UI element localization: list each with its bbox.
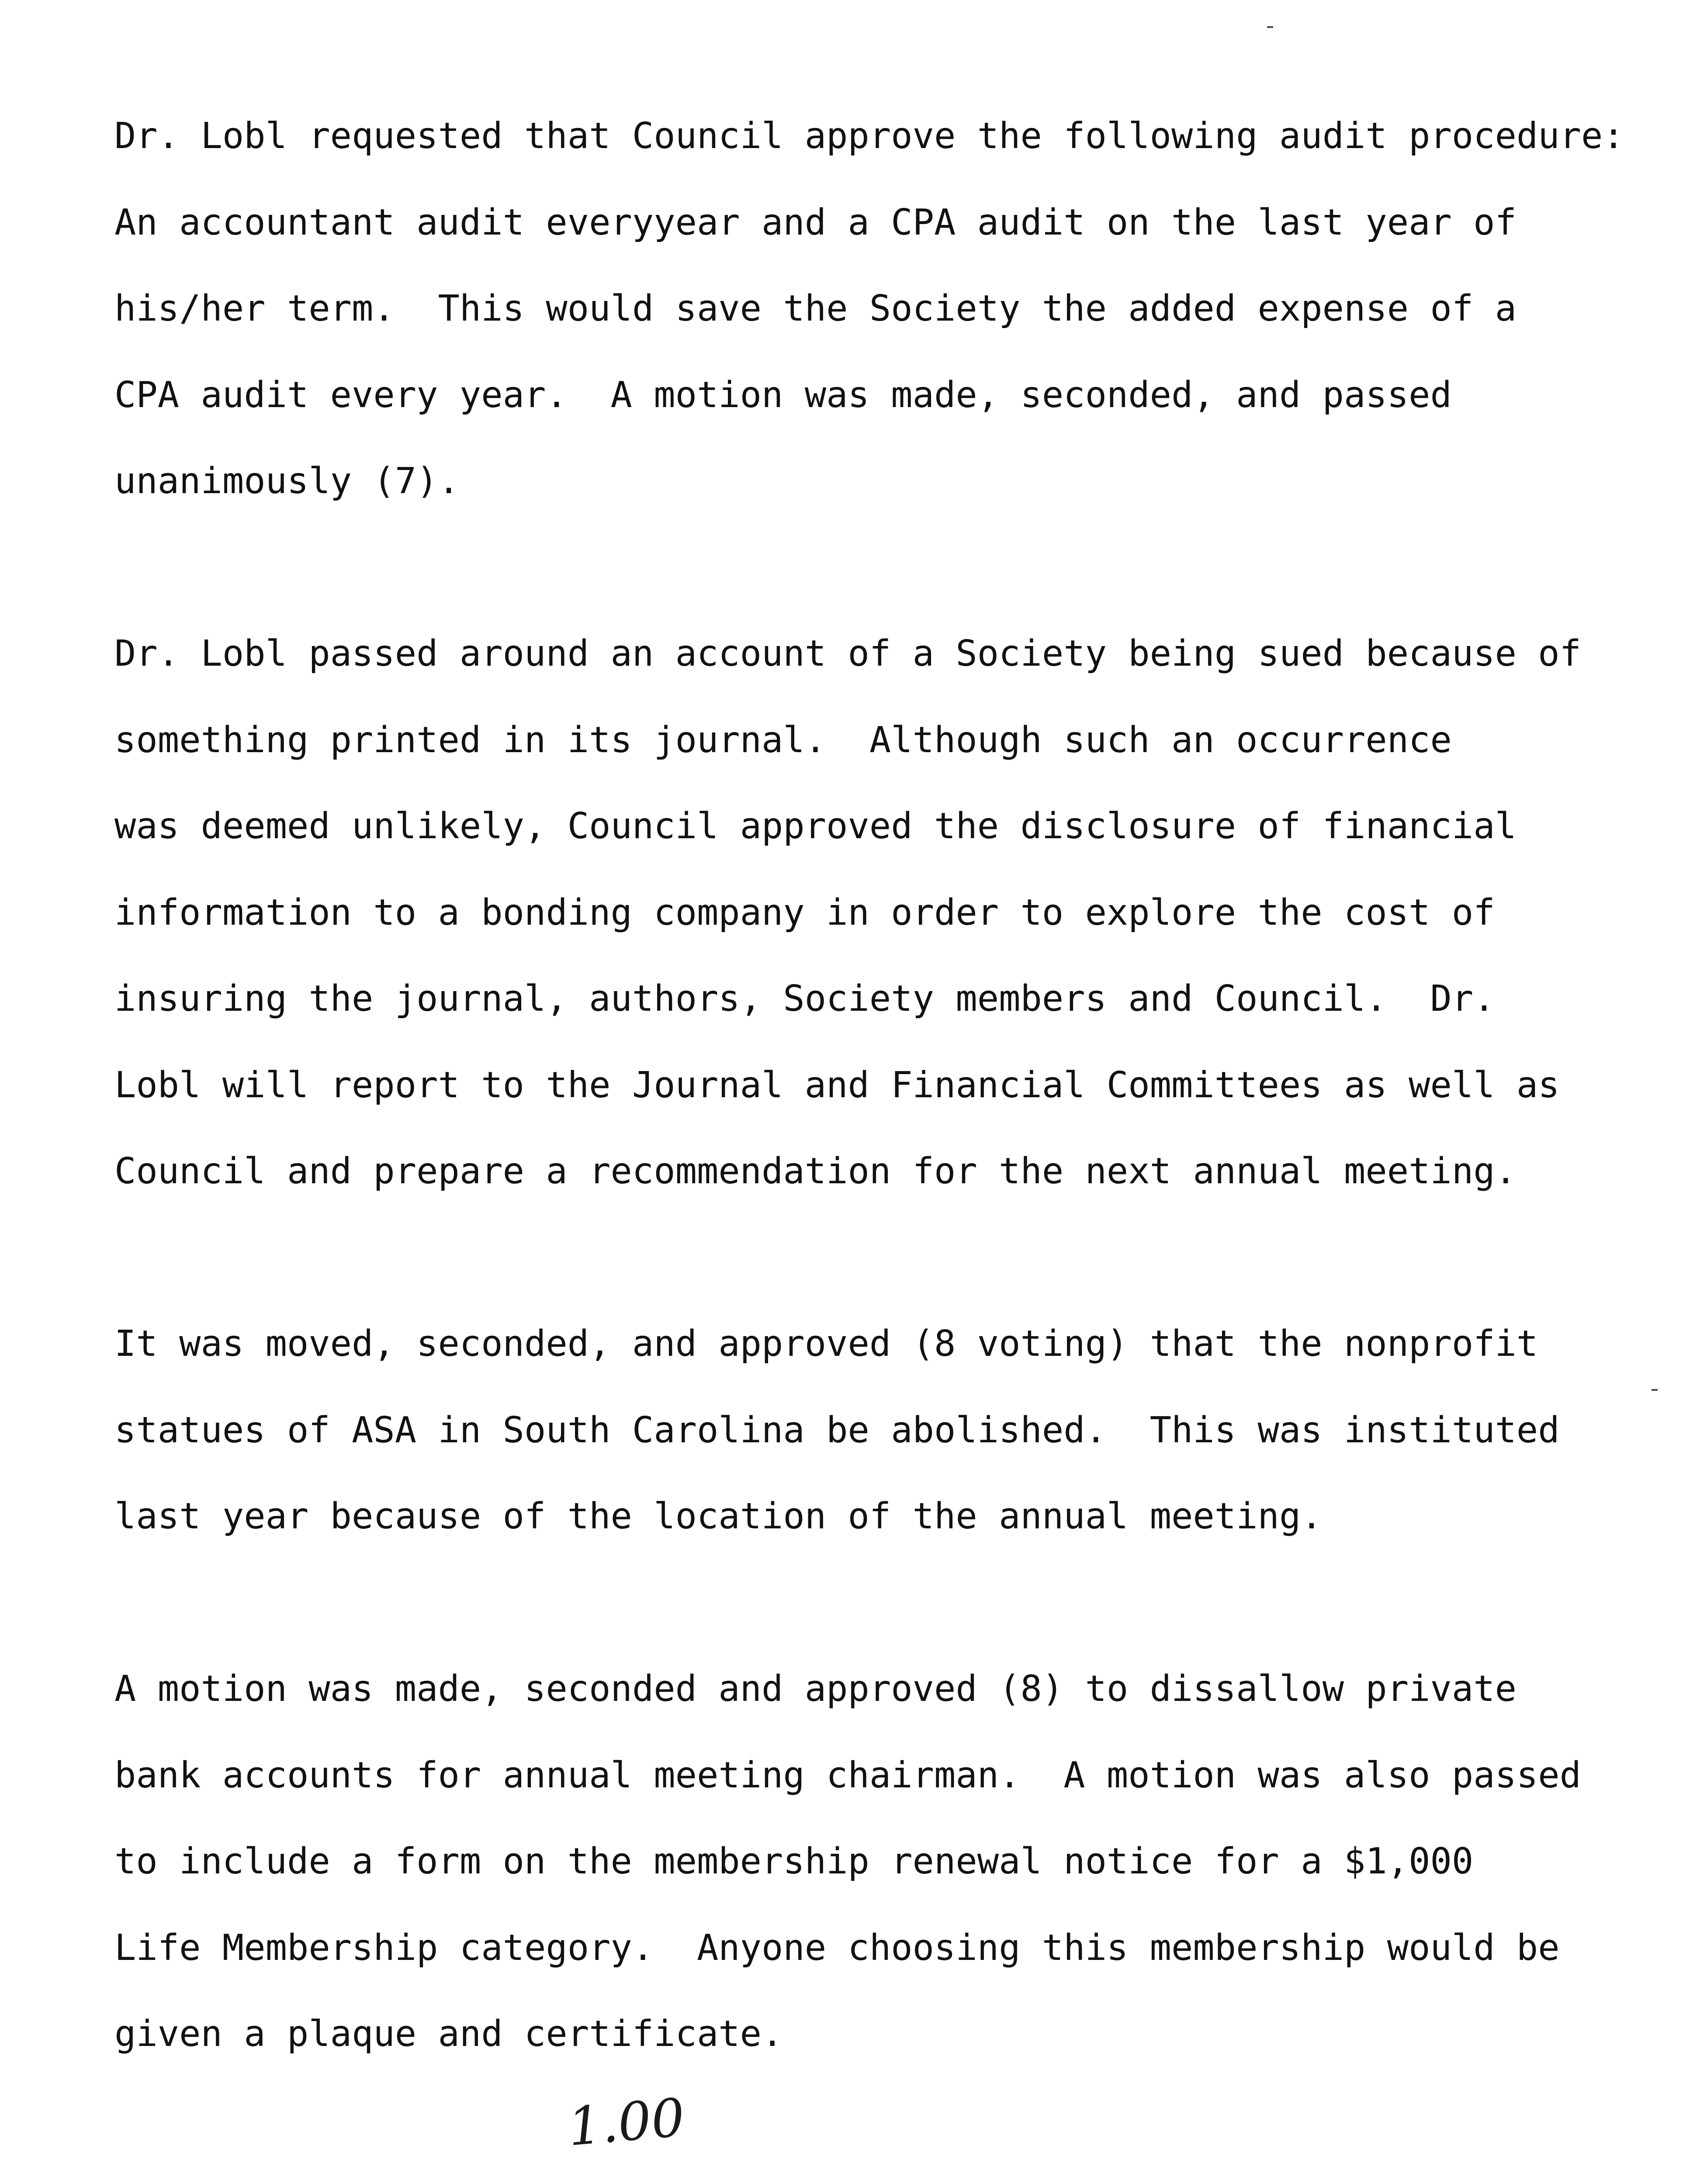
- text-line: to include a form on the membership renewal notice for a $1,000: [114, 1841, 1474, 1882]
- scan-mark: [1267, 26, 1273, 28]
- text-line: bank accounts for annual meeting chairman. A motion was also passed: [114, 1755, 1582, 1796]
- text-line: last year because of the location of the annual meeting.: [114, 1496, 1323, 1537]
- text-line: was deemed unlikely, Council approved the disclosure of financial: [114, 805, 1517, 847]
- text-line: insuring the journal, authors, Society members and Council. Dr.: [114, 978, 1495, 1019]
- text-line: something printed in its journal. Although such an occurrence: [114, 719, 1452, 761]
- text-line: It was moved, seconded, and approved (8 voting) that the nonprofit: [114, 1323, 1538, 1365]
- scan-mark: [1652, 1389, 1658, 1391]
- text-line: Dr. Lobl requested that Council approve the following audit procedure:: [114, 115, 1624, 157]
- text-line: unanimously (7).: [114, 460, 460, 502]
- text-line: An accountant audit everyyear and a CPA audit on the last year of: [114, 202, 1517, 243]
- text-line: Council and prepare a recommendation for the next annual meeting.: [114, 1151, 1517, 1192]
- text-line: Life Membership category. Anyone choosing this membership would be: [114, 1927, 1560, 1969]
- text-line: A motion was made, seconded and approved (8) to dissallow private: [114, 1668, 1517, 1710]
- text-line: CPA audit every year. A motion was made, seconded, and passed: [114, 374, 1452, 416]
- handwritten-annotation: 1.00: [565, 2087, 687, 2158]
- text-line: given a plaque and certificate.: [114, 2013, 783, 2055]
- text-line: his/her term. This would save the Society the added expense of a: [114, 288, 1517, 329]
- text-line: information to a bonding company in order to explore the cost of: [114, 892, 1495, 933]
- text-line: Dr. Lobl passed around an account of a Society being sued because of: [114, 633, 1582, 674]
- text-line: statues of ASA in South Carolina be abolished. This was instituted: [114, 1410, 1560, 1451]
- text-line: Lobl will report to the Journal and Financial Committees as well as: [114, 1064, 1560, 1106]
